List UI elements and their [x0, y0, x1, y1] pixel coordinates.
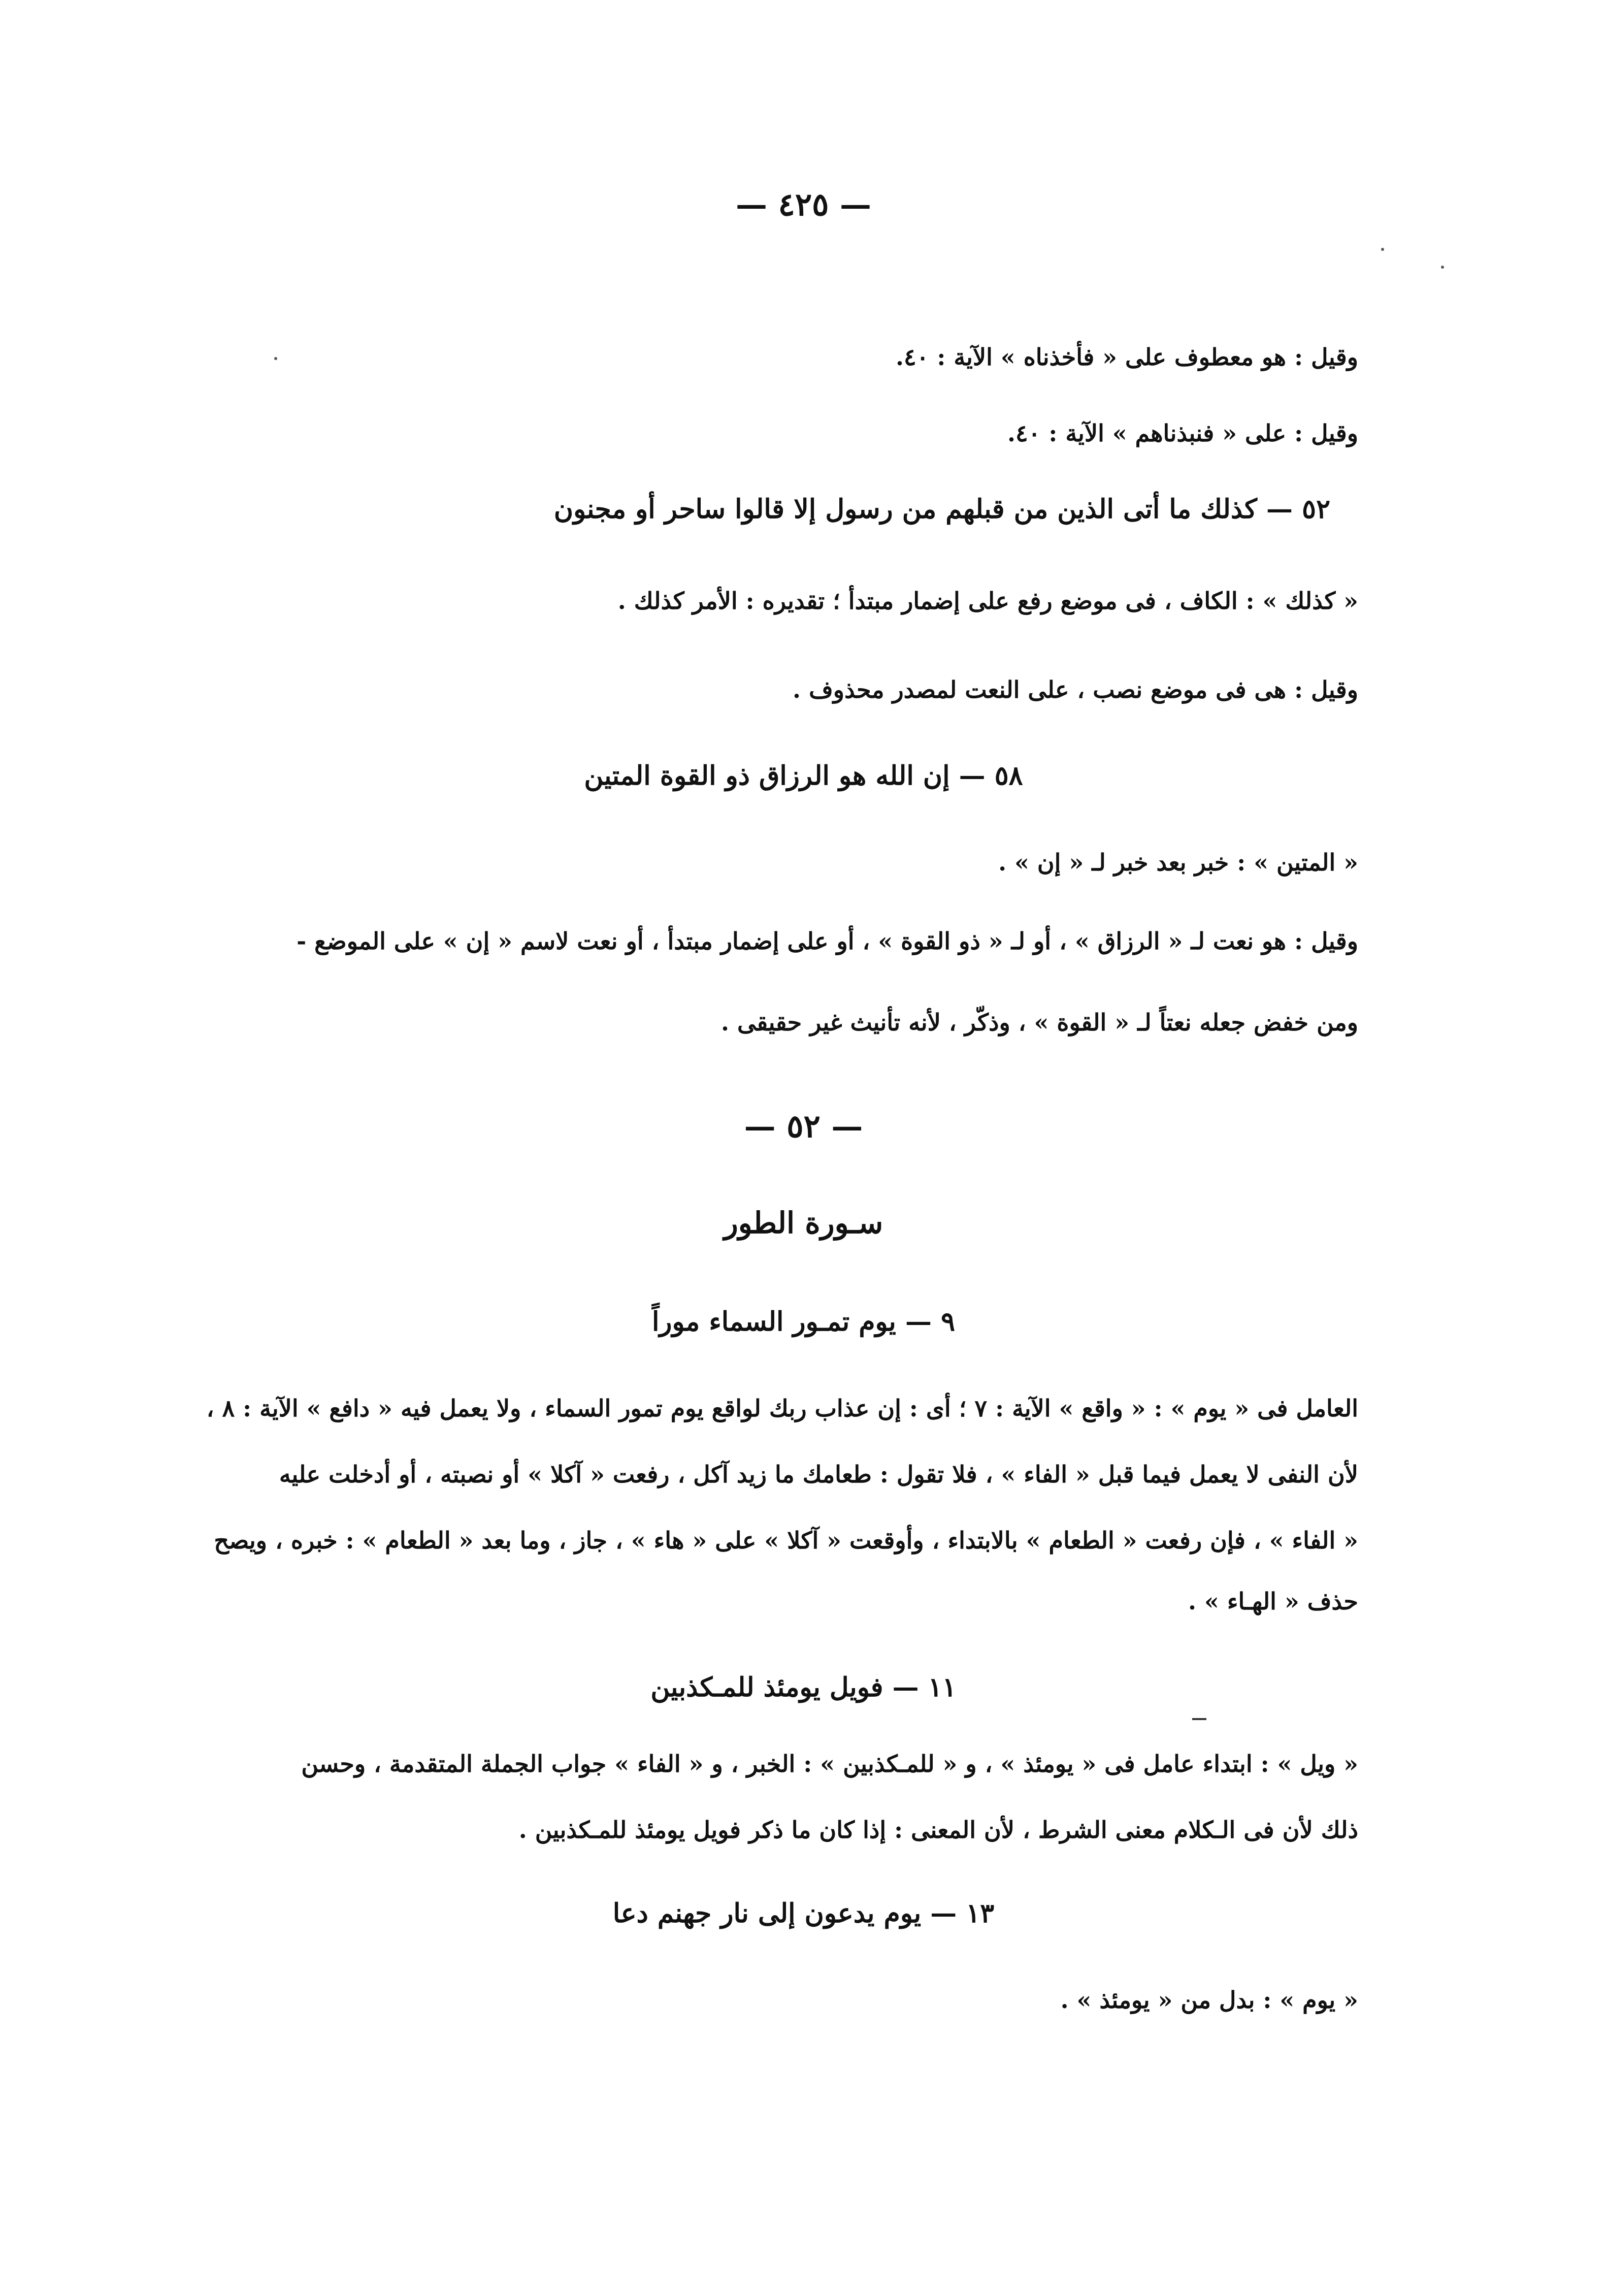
text-line: وقيل : على « فنبذناهم » الآية : ٤٠.: [1007, 419, 1358, 447]
text-line: العامل فى « يوم » : « واقع » الآية : ٧ ؛ أى : إن عذاب ربك لواقع يوم تمور السماء ، ولا يعمل فيه « دافع » الآية : ٨ ،: [206, 1395, 1358, 1422]
quran-verse: ٥٨ — إن الله هو الرزاق ذو القوة المتين: [584, 760, 1023, 791]
text-line: حذف « الهـاء » .: [1188, 1588, 1358, 1615]
text-line: وقيل : هو نعت لـ « الرزاق » ، أو لـ « ذو القوة » ، أو على إضمار مبتدأ ، أو نعت لاسم « إن » على الموضع -: [297, 927, 1358, 955]
section-number: — ٥٢ —: [744, 1108, 863, 1145]
text-line: « يوم » : بدل من « يومئذ » .: [1060, 1986, 1358, 2014]
scan-speck: [274, 357, 277, 360]
text-line: وقيل : هى فى موضع نصب ، على النعت لمصدر محذوف .: [793, 676, 1358, 703]
text-line: ومن خفض جعله نعتاً لـ « القوة » ، وذكّر ، لأنه تأنيث غير حقيقى .: [720, 1009, 1358, 1036]
quran-verse: ١٣ — يوم يدعون إلى نار جهنم دعا: [612, 1898, 995, 1929]
surah-title: سـورة الطور: [724, 1206, 883, 1240]
text-line: « الفاء » ، فإن رفعت « الطعام » بالابتداء ، وأوقعت « آكلا » على « هاء » ، جاز ، وما بعد « الطعام » : خبره ، ويصح: [214, 1527, 1358, 1554]
scan-mark: [1192, 1718, 1206, 1720]
text-line: لأن النفى لا يعمل فيما قبل « الفاء » ، فلا تقول : طعامك ما زيد آكل ، رفعت « آكلا » أو نصبته ، أو أدخلت عليه: [279, 1461, 1358, 1488]
page-number: — ٤٢٥ —: [735, 186, 872, 223]
scan-speck: [1441, 266, 1444, 269]
text-line: ذلك لأن فى الـكلام معنى الشرط ، لأن المعنى : إذا كان ما ذكر فويل يومئذ للمـكذبين .: [518, 1816, 1358, 1844]
quran-verse: ٥٢ — كذلك ما أتى الذين من قبلهم من رسول إلا قالوا ساحر أو مجنون: [553, 494, 1330, 525]
text-line: « المتين » : خبر بعد خبر لـ « إن » .: [998, 849, 1358, 876]
text-line: « ويل » : ابتداء عامل فى « يومئذ » ، و « للمـكذبين » : الخبر ، و « الفاء » جواب الجملة المتقدمة ، وحسن: [301, 1750, 1358, 1777]
quran-verse: ٩ — يوم تمـور السماء موراً: [651, 1306, 956, 1337]
scan-speck: [1381, 248, 1384, 251]
text-line: « كذلك » : الكاف ، فى موضع رفع على إضمار مبتدأ ؛ تقديره : الأمر كذلك .: [617, 587, 1358, 615]
quran-verse: ١١ — فويل يومئذ للمـكذبين: [650, 1672, 957, 1703]
text-line: وقيل : هو معطوف على « فأخذناه » الآية : ٤٠.: [895, 343, 1358, 371]
